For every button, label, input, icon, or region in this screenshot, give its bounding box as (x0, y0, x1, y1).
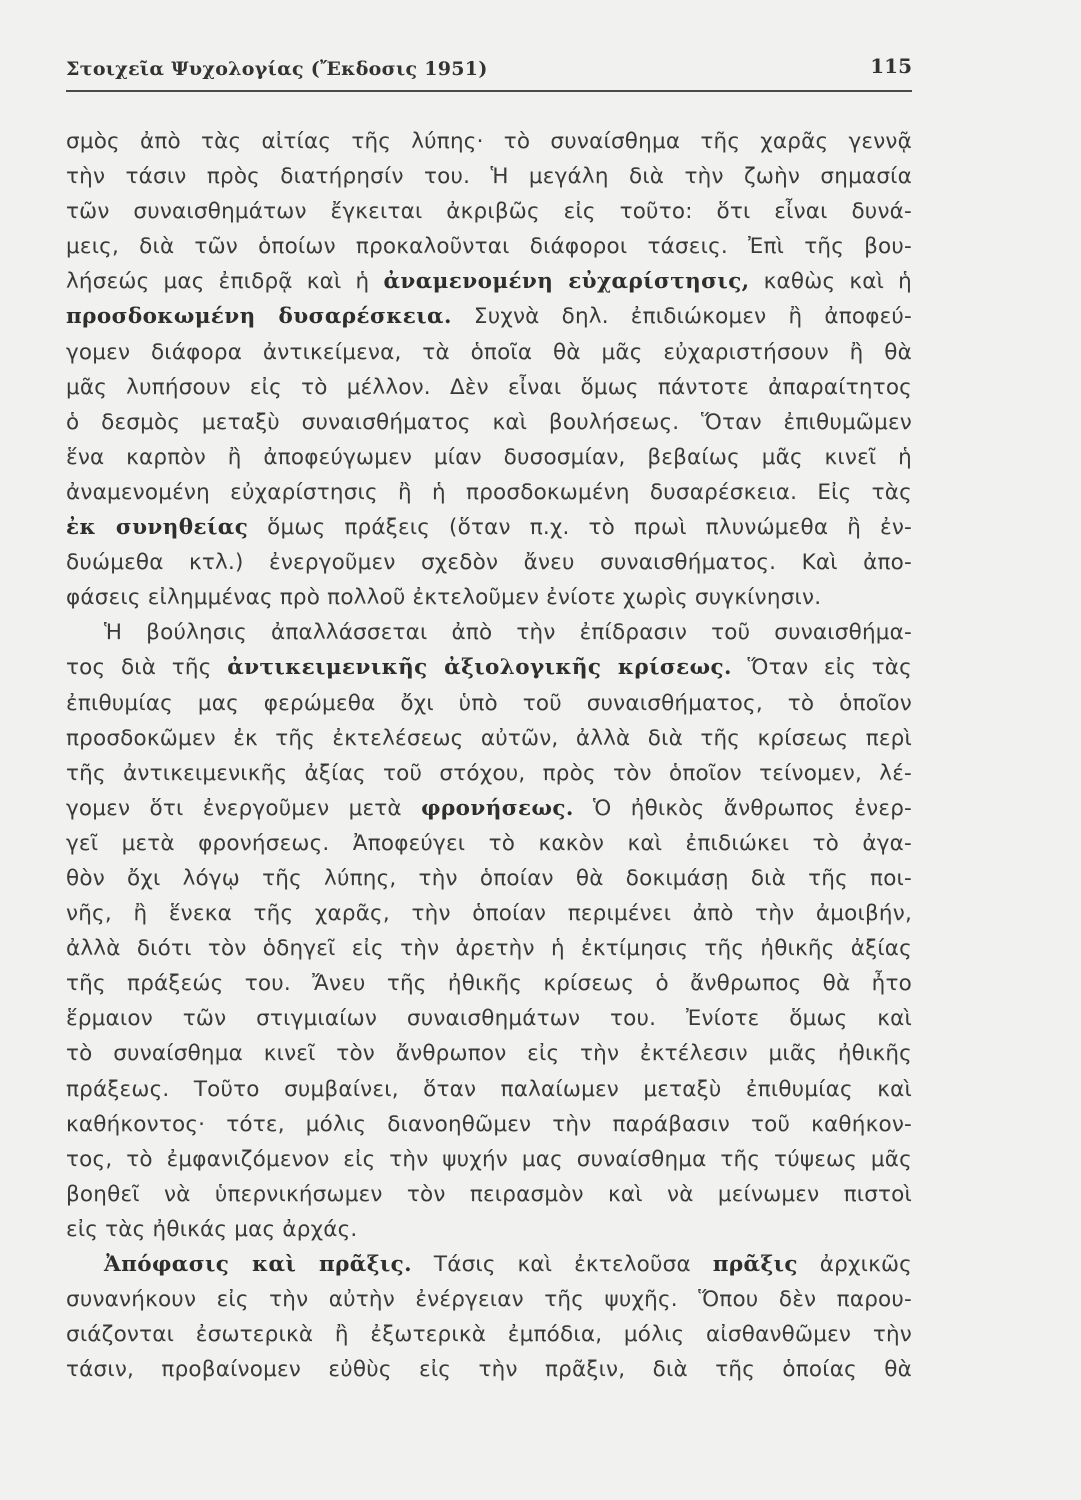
text-line (66, 405, 912, 440)
text-line (66, 475, 912, 510)
text-run: ἀρχικῶς (797, 1252, 912, 1277)
text-run: συνανήκουν εἰς τὴν αὐτὴν ἐνέργειαν τῆς ψυχῆς. Ὅπου δὲν παρου- (66, 1287, 912, 1313)
text-run: Ἡ βούλησις ἀπαλλάσσεται ἀπὸ τὴν ἐπίδρασιν τοῦ συναισθήμα- (104, 620, 912, 646)
text-line (66, 1282, 912, 1317)
text-line (66, 686, 912, 721)
text-line (66, 791, 912, 826)
text-line (66, 440, 912, 475)
text-line (66, 721, 912, 756)
text-line (66, 1036, 912, 1071)
text-run: βοηθεῖ νὰ ὑπερνικήσωμεν τὸν πειρασμὸν καὶ νὰ μείνωμεν πιστοὶ (66, 1181, 912, 1207)
text-line (66, 966, 912, 1001)
text-run: τος διὰ τῆς (66, 655, 228, 681)
text-run: γομεν διάφορα ἀντικείμενα, τὰ ὁποῖα θὰ μᾶς εὐχαριστήσουν ἢ θὰ (66, 339, 912, 365)
text-line (66, 580, 912, 615)
text-run: εἰς τὰς ἠθικάς μας ἀρχάς. (66, 1216, 358, 1242)
bold-term: πρᾶξις (712, 1252, 798, 1277)
body-text (66, 124, 912, 1387)
text-run: καθὼς καὶ ἡ (749, 269, 912, 295)
text-run: ὁ δεσμὸς μεταξὺ συναισθήματος καὶ βουλήσεως. Ὅταν ἐπιθυμῶμεν (66, 409, 912, 435)
text-run: νῆς, ἢ ἕνεκα τῆς χαρᾶς, τὴν ὁποίαν περιμένει ἀπὸ τὴν ἀμοιβήν, (66, 901, 912, 927)
text-run: τῆς πράξεώς του. Ἄνευ τῆς ἠθικῆς κρίσεως ὁ ἄνθρωπος θὰ ἦτο (66, 971, 912, 997)
bold-term: ἀναμενομένη εὐχαρίστησις, (383, 269, 750, 295)
text-run: ὅμως πράξεις (ὅταν π.χ. τὸ πρωὶ πλυνώμεθα ἢ ἐν- (248, 515, 912, 541)
text-line (66, 1212, 912, 1247)
bold-term: ἀντικειμενικῆς ἀξιολογικῆς κρίσεως. (227, 655, 732, 681)
text-run: μᾶς λυπήσουν εἰς τὸ μέλλον. Δὲν εἶναι ὅμως πάντοτε ἀπαραίτητος (66, 374, 912, 400)
text-run: ἕνα καρπὸν ἢ ἀποφεύγωμεν μίαν δυσοσμίαν, βεβαίως μᾶς κινεῖ ἡ (66, 444, 912, 470)
text-line (66, 826, 912, 861)
text-line (66, 124, 912, 159)
text-line (66, 1352, 912, 1387)
text-run: Ὅταν εἰς τὰς (731, 655, 912, 681)
text-run: τὴν τάσιν πρὸς διατήρησίν του. Ἡ μεγάλη διὰ τὴν ζωὴν σημασία (66, 164, 912, 190)
text-run: Τάσις καὶ ἐκτελοῦσα (412, 1252, 713, 1277)
text-run: ἕρμαιον τῶν στιγμιαίων συναισθημάτων του. Ἐνίοτε ὅμως καὶ (66, 1006, 912, 1032)
text-line (66, 861, 912, 896)
text-line (66, 931, 912, 966)
text-line (66, 510, 912, 545)
text-line (66, 335, 912, 370)
text-line (66, 615, 912, 650)
bold-term: φρονήσεως. (421, 795, 574, 821)
text-run: καθήκοντος· τότε, μόλις διανοηθῶμεν τὴν παράβασιν τοῦ καθήκον- (66, 1111, 912, 1137)
running-header (66, 50, 912, 92)
text-run: τῶν συναισθημάτων ἔγκειται ἀκριβῶς εἰς τοῦτο: ὅτι εἶναι δυνά- (66, 199, 912, 225)
text-run: προσδοκῶμεν ἐκ τῆς ἐκτελέσεως αὐτῶν, ἀλλὰ διὰ τῆς κρίσεως περὶ (66, 725, 912, 751)
text-run: Συχνὰ δηλ. ἐπιδιώκομεν ἢ ἀποφεύ- (451, 304, 912, 330)
text-run: ἀναμενομένη εὐχαρίστησις ἢ ἡ προσδοκωμένη δυσαρέσκεια. Εἰς τὰς (66, 479, 912, 505)
text-line (66, 370, 912, 405)
text-line (66, 264, 912, 299)
text-run: λήσεώς μας ἐπιδρᾷ καὶ ἡ (66, 269, 384, 295)
text-run: φάσεις εἰλημμένας πρὸ πολλοῦ ἐκτελοῦμεν ἐνίοτε χωρὶς συγκίνησιν. (66, 585, 822, 611)
text-line (66, 1001, 912, 1036)
text-run: τὸ συναίσθημα κινεῖ τὸν ἄνθρωπον εἰς τὴν ἐκτέλεσιν μιᾶς ἠθικῆς (66, 1041, 912, 1067)
text-line (66, 159, 912, 194)
text-line (66, 1317, 912, 1352)
book-title: Στοιχεῖα Ψυχολογίας (Ἔκδοσις 1951) (66, 58, 488, 80)
text-run: σιάζονται ἐσωτερικὰ ἢ ἐξωτερικὰ ἐμπόδια, μόλις αἰσθανθῶμεν τὴν (66, 1322, 912, 1348)
page-number: 115 (870, 54, 912, 78)
text-run: γομεν ὅτι ἐνεργοῦμεν μετὰ (66, 795, 422, 821)
text-run: τῆς ἀντικειμενικῆς ἀξίας τοῦ στόχου, πρὸς τὸν ὁποῖον τείνομεν, λέ- (66, 760, 912, 786)
text-line (66, 650, 912, 685)
text-run: πράξεως. Τοῦτο συμβαίνει, ὅταν παλαίωμεν μεταξὺ ἐπιθυμίας καὶ (66, 1076, 912, 1102)
text-line (66, 1072, 912, 1107)
text-run: σμὸς ἀπὸ τὰς αἰτίας τῆς λύπης· τὸ συναίσθημα τῆς χαρᾶς γεννᾷ (66, 129, 912, 154)
text-run: δυώμεθα κτλ.) ἐνεργοῦμεν σχεδὸν ἄνευ συναισθήματος. Καὶ ἀπο- (66, 550, 912, 576)
text-line (66, 299, 912, 334)
text-line (66, 1142, 912, 1177)
text-run: ἀλλὰ διότι τὸν ὁδηγεῖ εἰς τὴν ἀρετὴν ἡ ἐκτίμησις τῆς ἠθικῆς ἀξίας (66, 936, 912, 962)
text-run: τος, τὸ ἐμφανιζόμενον εἰς τὴν ψυχήν μας συναίσθημα τῆς τύψεως μᾶς (66, 1146, 912, 1172)
text-run: τάσιν, προβαίνομεν εὐθὺς εἰς τὴν πρᾶξιν, διὰ τῆς ὁποίας θὰ (66, 1357, 912, 1383)
bold-term: ἐκ συνηθείας (66, 515, 249, 541)
text-line (66, 194, 912, 229)
text-line (66, 229, 912, 264)
text-run: γεῖ μετὰ φρονήσεως. Ἀποφεύγει τὸ κακὸν καὶ ἐπιδιώκει τὸ ἀγα- (66, 830, 912, 856)
bold-term: Ἀπόφασις καὶ πρᾶξις. (104, 1252, 413, 1277)
text-line (66, 756, 912, 791)
text-line (66, 896, 912, 931)
text-run: μεις, διὰ τῶν ὁποίων προκαλοῦνται διάφοροι τάσεις. Ἐπὶ τῆς βου- (66, 234, 912, 260)
text-run: Ὁ ἠθικὸς ἄνθρωπος ἐνερ- (573, 795, 912, 821)
bold-term: προσδοκωμένη δυσαρέσκεια. (66, 304, 452, 330)
text-line (66, 1107, 912, 1142)
text-line (66, 1177, 912, 1212)
text-run: θὸν ὄχι λόγῳ τῆς λύπης, τὴν ὁποίαν θὰ δοκιμάσῃ διὰ τῆς ποι- (66, 865, 912, 891)
text-line (66, 545, 912, 580)
text-line (66, 1247, 912, 1282)
text-run: ἐπιθυμίας μας φερώμεθα ὄχι ὑπὸ τοῦ συναισθήματος, τὸ ὁποῖον (66, 690, 912, 716)
